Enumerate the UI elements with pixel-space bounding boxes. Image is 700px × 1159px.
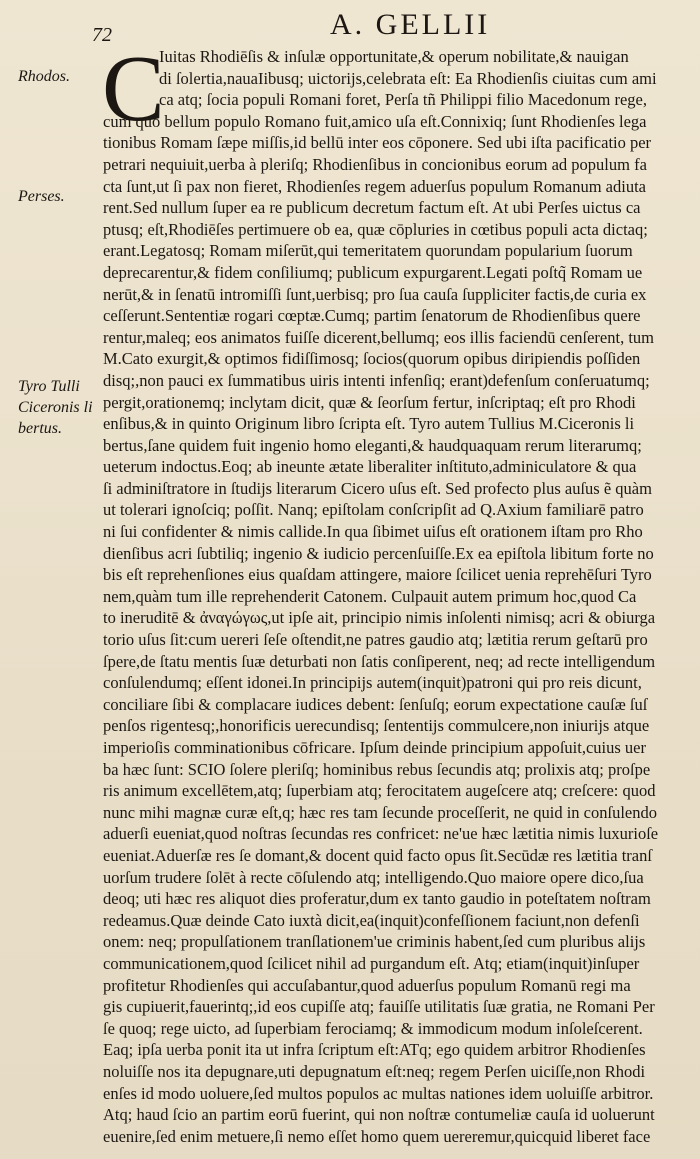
running-head: A. GELLII [330,8,491,41]
text-line: euenire,ſed enim metuere,ſi nemo eſſet homo quem uereremur,quicquid liberet face [103,1126,651,1146]
text-line: uorſum trudere ſolēt à recte cōſulendo atq; intelligendo.Quo maiore opere dico,ſua [103,867,644,887]
text-line: bertus,ſane quidem fuit ingenio homo eleganti,& haudquaquam rerum literarumq; [103,435,642,455]
text-line: enſibus,& in quinto Originum libro ſcripta eſt. Tyro autem Tullius M.Ciceronis li [103,414,635,434]
text-line: imperioſis comminationibus cōfricare. Ipſum deinde principium appoſuit,cuius uer [103,738,646,757]
text-line: profitetur Rhodienſes qui accuſabantur,quod aduerſus populum Romanū regi ma [103,975,631,995]
text-line: enſes id modo uoluere,ſed multos populos ac multas nationes idem uoluiſſe arbitror. [103,1083,654,1103]
text-line: conciliare ſibi & complacare iudices debent: ſenſuſq; eorum expectatione cauſæ ſuſ [103,694,648,714]
text-line: deprecarentur,& fidem conſiliumq; publicum expurgarent.Legati poſtq̃ Romam ue [103,262,643,282]
text-line: ueterum indoctus.Eoq; ab ineunte ætate liberaliter inſtituto,adminiculatore & qua [103,457,637,477]
text-line: penſos rigentesq;,honorificis uerecundisq; ſententijs commulcere,non iniurijs atque [103,716,650,736]
text-line: erant.Legatosq; Romam miſerūt,qui temeritatem quorundam popularium ſuorum [103,241,633,261]
text-line: petrari nequiuit,uerba à pleriſq; Rhodienſibus in concionibus eorum ad populum fa [103,154,647,174]
text-line: ceſſerunt.Sententiæ rogari cœptæ.Cumq; partim ſenatorum de Rhodienſibus quere [103,306,641,326]
text-line: ris animum excellētem,atq; ſuperbiam atq; ferocitatem augeſcere atq; creſcere: quod [103,781,656,801]
text-line: ut tolerari ignoſciq; poſſit. Nanq; epiſtolam conſcripſit ad Q.Axium familiarē patro [103,500,644,520]
drop-cap-initial: C [102,37,165,141]
text-line: M.Cato exurgit,& optimos fidiſſimosq; ſocios(quorum opibus diripiendis poſſiden [103,349,641,369]
text-line: onem: neq; propulſationem tranſlationem'ue criminis habent,ſed cum pluribus alijs [103,932,646,952]
text-line: rent.Sed nullum ſuper ea re publicum decretum factum eſt. At ubi Perſes uictus ca [103,198,641,218]
text-line: ba hæc ſunt: SCIO ſolere pleriſq; hominibus rebus ſecundis atq; prolixis atq; proſpe [103,759,651,779]
text-line: ptusq; eſt,Rhodiēſes pertimuere ob ea, quæ cōpluries in cœtibus populi acta dictaq; [103,219,648,239]
text-line: torio uſus ſit:cum uereri ſeſe oſtendit,ne patres gaudio atq; lætitia rerum geſtarū pro [103,630,648,650]
margin-note-tyro-line2: Ciceronis li [18,399,93,416]
page-number: 72 [92,24,112,46]
text-line: ſe quoq; rege uicto, ad ſuperbiam ferociamq; & immodicum modum inſoleſcerent. [103,1018,643,1038]
margin-note-tyro-line3: bertus. [18,420,62,437]
text-line: Eaq; ipſa uerba ponit ita ut infra ſcriptum eſt:ATq; ego quidem arbitror Rhodienſes [103,1040,646,1060]
text-line: tionibus Romam ſæpe miſſis,id bellū inter eos cōponere. Sed ubi iſta pacificatio per [103,133,652,153]
text-line: gis cupiuerit,fauerintq;,id eos cupiſſe atq; fauiſſe utilitatis ſuæ gratia, ne Romani Per [103,997,655,1017]
text-line: dienſibus acri ſubtiliq; ingenio & iudicio percenſuiſſe.Ex ea epiſtola libitum forte no [103,543,654,563]
text-line: nem,quàm tum ille reprehenderit Catonem. Culpauit autem primum hoc,quod Ca [103,586,637,606]
margin-note-perses: Perses. [18,188,65,205]
text-line: di ſolertia,nauaIibusq; uictorijs,celebrata eſt: Ea Rhodienſis ciuitas cum ami [159,68,657,88]
text-line: ſi adminiſtratore in ſtudijs literarum Cicero uſus eſt. Sed profecto plus auſus ẽ quàm [103,478,652,498]
text-line: cum quo bellum populo Romano fuit,amico uſa eſt.Connixiq; ſunt Rhodienſes lega [103,111,647,131]
text-line: ſpere,de ſtatu mentis ſuæ deturbati non ſatis conſiperent, neq; ad recte intelligendum [103,651,656,671]
text-line: cta ſunt,ut ſi pax non fieret, Rhodienſes regem aduerſus populum Romanum adiuta [103,176,647,196]
text-line: redeamus.Quæ deinde Cato iuxtà dicit,ea(inquit)confeſſionem faciunt,non defenſi [103,910,640,930]
text-line: Atq; haud ſcio an partim eorū fuerint, qui non noſtræ contumeliæ cauſa id uoluerunt [103,1105,655,1125]
body-text [103,46,683,1147]
text-line: noluiſſe nos ita depugnare,uti depugnatum eſt:neq; regem Perſen uiciſſe,non Rhodi [103,1061,646,1081]
text-line: disq;,non pauci ex ſummatibus uiris intenti infenſiq; erant)defenſum conſeruatumq; [103,370,650,390]
text-line: aduerſi eueniat,quod noſtras ſecundas res confricet: ne'ue hæc lætitia nimis luxurioſe [103,824,659,844]
text-line: deoq; uti hæc res aliquot dies proferatur,dum ex tanto gaudio in poteſtatem noſtram [103,889,651,909]
text-line: communicationem,quod ſcilicet nihil ad purgandum eſt. Atq; etiam(inquit)inſuper [103,953,640,973]
text-line: ni ſui confidenter & nimis callide.In qua ſibimet uiſus eſt orationem iſtam pro Rho [103,522,643,542]
text-line: Iuitas Rhodiēſis & inſulæ opportunitate,& operum nobilitate,& nauigan [159,47,629,66]
text-line: bis eſt reprehenſiones eius quaſdam attingere, maiore ſcilicet uenia reprehēſuri Tyro [103,565,652,585]
text-line: nerūt,& in ſenatū intromiſſi ſunt,uerbisq; pro ſua cauſa ſuppliciter factis,de curia ex [103,284,647,304]
text-line: ca atq; ſocia populi Romani foret, Perſa tñ Philippi filio Macedonum rege, [159,90,648,110]
text-line: eueniat.Aduerſæ res ſe domant,& docent quid facto opus ſit.Secūdæ res lætitia tranſ [103,845,652,865]
text-line: rentur,maleq; eos animatos fuiſſe dicerent,bellumq; eos illis faciendū cenſerent, tum [103,327,654,347]
margin-note-rhodos: Rhodos. [18,68,70,85]
text-line: to ineruditē & ἀναγώγως,ut ipſe ait, principio nimis inſolenti nimisq; acri & obiurga [103,608,656,628]
margin-note-tyro-line1: Tyro Tulli [18,378,80,395]
text-line: pergit,orationemq; inclytam dicit, quæ & ſeorſum fertur, inſcriptaq; eſt pro Rhodi [103,392,636,412]
text-line: nunc mihi magnæ curæ eſt,q; hæc res tam ſecunde proceſſerit, ne quid in conſulendo [103,802,657,822]
text-line: conſulendumq; eſſent idonei.In principijs autem(inquit)patroni qui pro reis dicunt, [103,673,642,693]
